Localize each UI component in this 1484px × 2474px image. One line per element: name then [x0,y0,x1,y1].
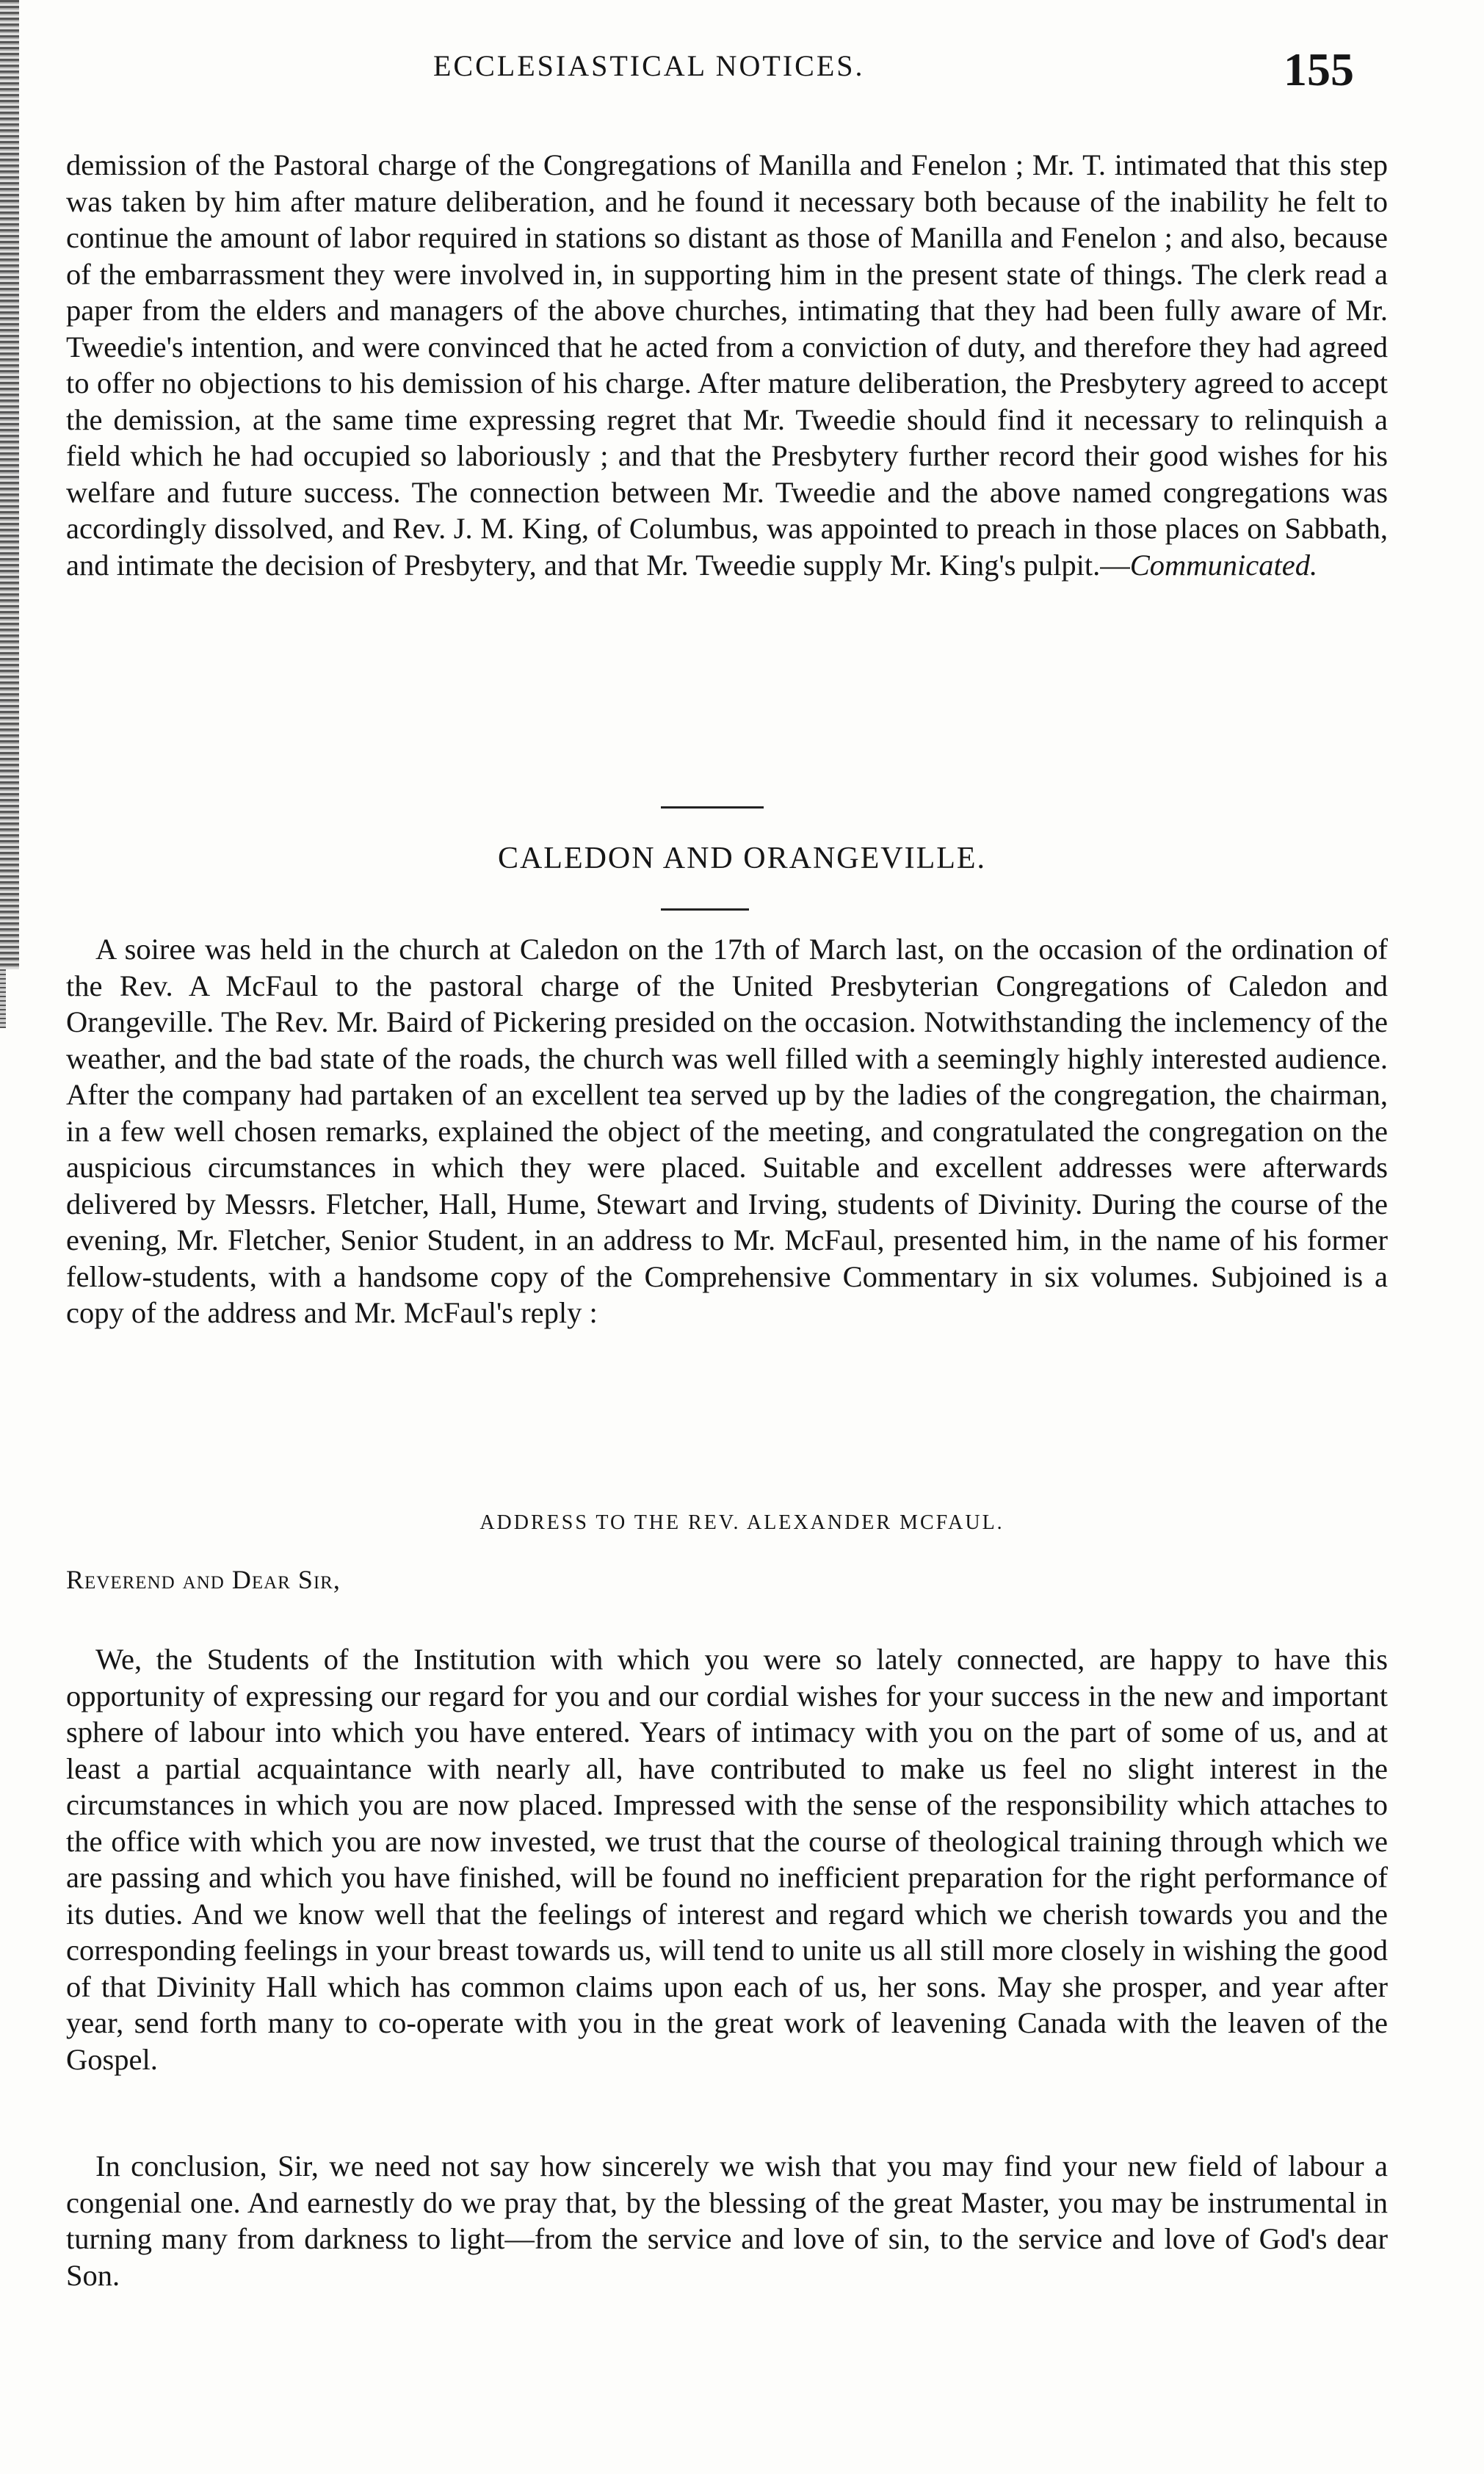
paragraph-text: demission of the Pastoral charge of the Congregations of Manilla and Fenelon ; Mr. T. intimated that this step was taken by him after mature deliberation, and he found it necessary both because of the inability he felt to continue the amount of labor required in stations so distant as those of Manilla and Fenelon ; and also, because of the embarrassment they were involved in, in supporting him in the present state of things. The clerk read a paper from the elders and managers of the above churches, intimating that they had been fully aware of Mr. Tweedie's intention, and were convinced that he acted from a conviction of duty, and therefore they had agreed to offer no objections to his demission of his charge. After mature deliberation, the Presbytery agreed to accept the demission, at the same time expressing regret that Mr. Tweedie should find it necessary to relinquish a field which he had occupied so laboriously ; and that the Presbytery further record their good wishes for his welfare and future success. The connection between Mr. Tweedie and the above named congregations was accordingly dissolved, and Rev. J. M. King, of Columbus, was appointed to preach in those places on Sabbath, and intimate the decision of Presbytery, and that Mr. Tweedie supply Mr. King's pulpit.— [66,148,1388,582]
article-continued-paragraph [66,147,1388,583]
salutation: Reverend and Dear Sir, [66,1565,341,1594]
binding-edge [0,0,19,969]
section-rule-bottom [661,908,749,911]
section-rule-top [661,806,764,809]
soiree-paragraph: A soiree was held in the church at Caledon on the 17th of March last, on the occasion of the ordination of the Rev. A McFaul to the pastoral charge of the United Presbyterian Congregations of Caledon and Orangeville. The Rev. Mr. Baird of Pickering presided on the occasion. Notwithstanding the inclemency of the weather, and the bad state of the roads, the church was well filled with a seemingly highly interested audience. After the company had partaken of an excellent tea served up by the ladies of the congregation, the chairman, in a few well chosen remarks, explained the object of the meeting, and congratulated the congregation on the auspicious circumstances in which they were placed. Suitable and excellent addresses were afterwards delivered by Messrs. Fletcher, Hall, Hume, Stewart and Irving, students of Divinity. During the course of the evening, Mr. Fletcher, Senior Student, in an address to Mr. McFaul, presented him, in the name of his former fellow-students, with a handsome copy of the Comprehensive Commentary in six volumes. Subjoined is a copy of the address and Mr. McFaul's reply : [66,933,1388,1329]
signature-communicated: Communicated. [1129,548,1318,582]
page-number: 155 [1284,43,1354,95]
conclusion-paragraph: In conclusion, Sir, we need not say how sincerely we wish that you may find your new field of labour a congenial one. And earnestly do we pray that, by the blessing of the great Master, you may be instrumental in turning many from darkness to light—from the service and love of sin, to the service and love of God's dear Son. [66,2149,1388,2292]
binding-edge-lower [0,969,6,1028]
address-body-paragraph: We, the Students of the Institution with which you were so lately connected, are happy to have this opportunity of expressing our regard for you and our cordial wishes for your success in the new and important sphere of labour into which you have entered. Years of intimacy with you on the part of some of us, and at least a partial acquaintance with nearly all, have contributed to make us feel no slight interest in the circumstances in which you are now placed. Impressed with the sense of the responsibility which attaches to the office with which you are now invested, we trust that the course of theological training through which we are passing and which you have finished, will be found no inefficient preparation for the right performance of its duties. And we know well that the feelings of interest and regard which we cherish towards you and the corresponding feelings in your breast towards us, will tend to unite us all still more closely in wishing the good of that Divinity Hall which has common claims upon each of us, her sons. May she prosper, and year after year, send forth many to co-operate with you in the great work of leavening Canada with the leaven of the Gospel. [66,1643,1388,2076]
address-heading: ADDRESS TO THE REV. ALEXANDER MCFAUL. [479,1511,1005,1534]
section-title: CALEDON AND ORANGEVILLE. [497,842,987,875]
running-title: ECCLESIASTICAL NOTICES. [433,49,865,82]
running-head [0,43,1484,101]
